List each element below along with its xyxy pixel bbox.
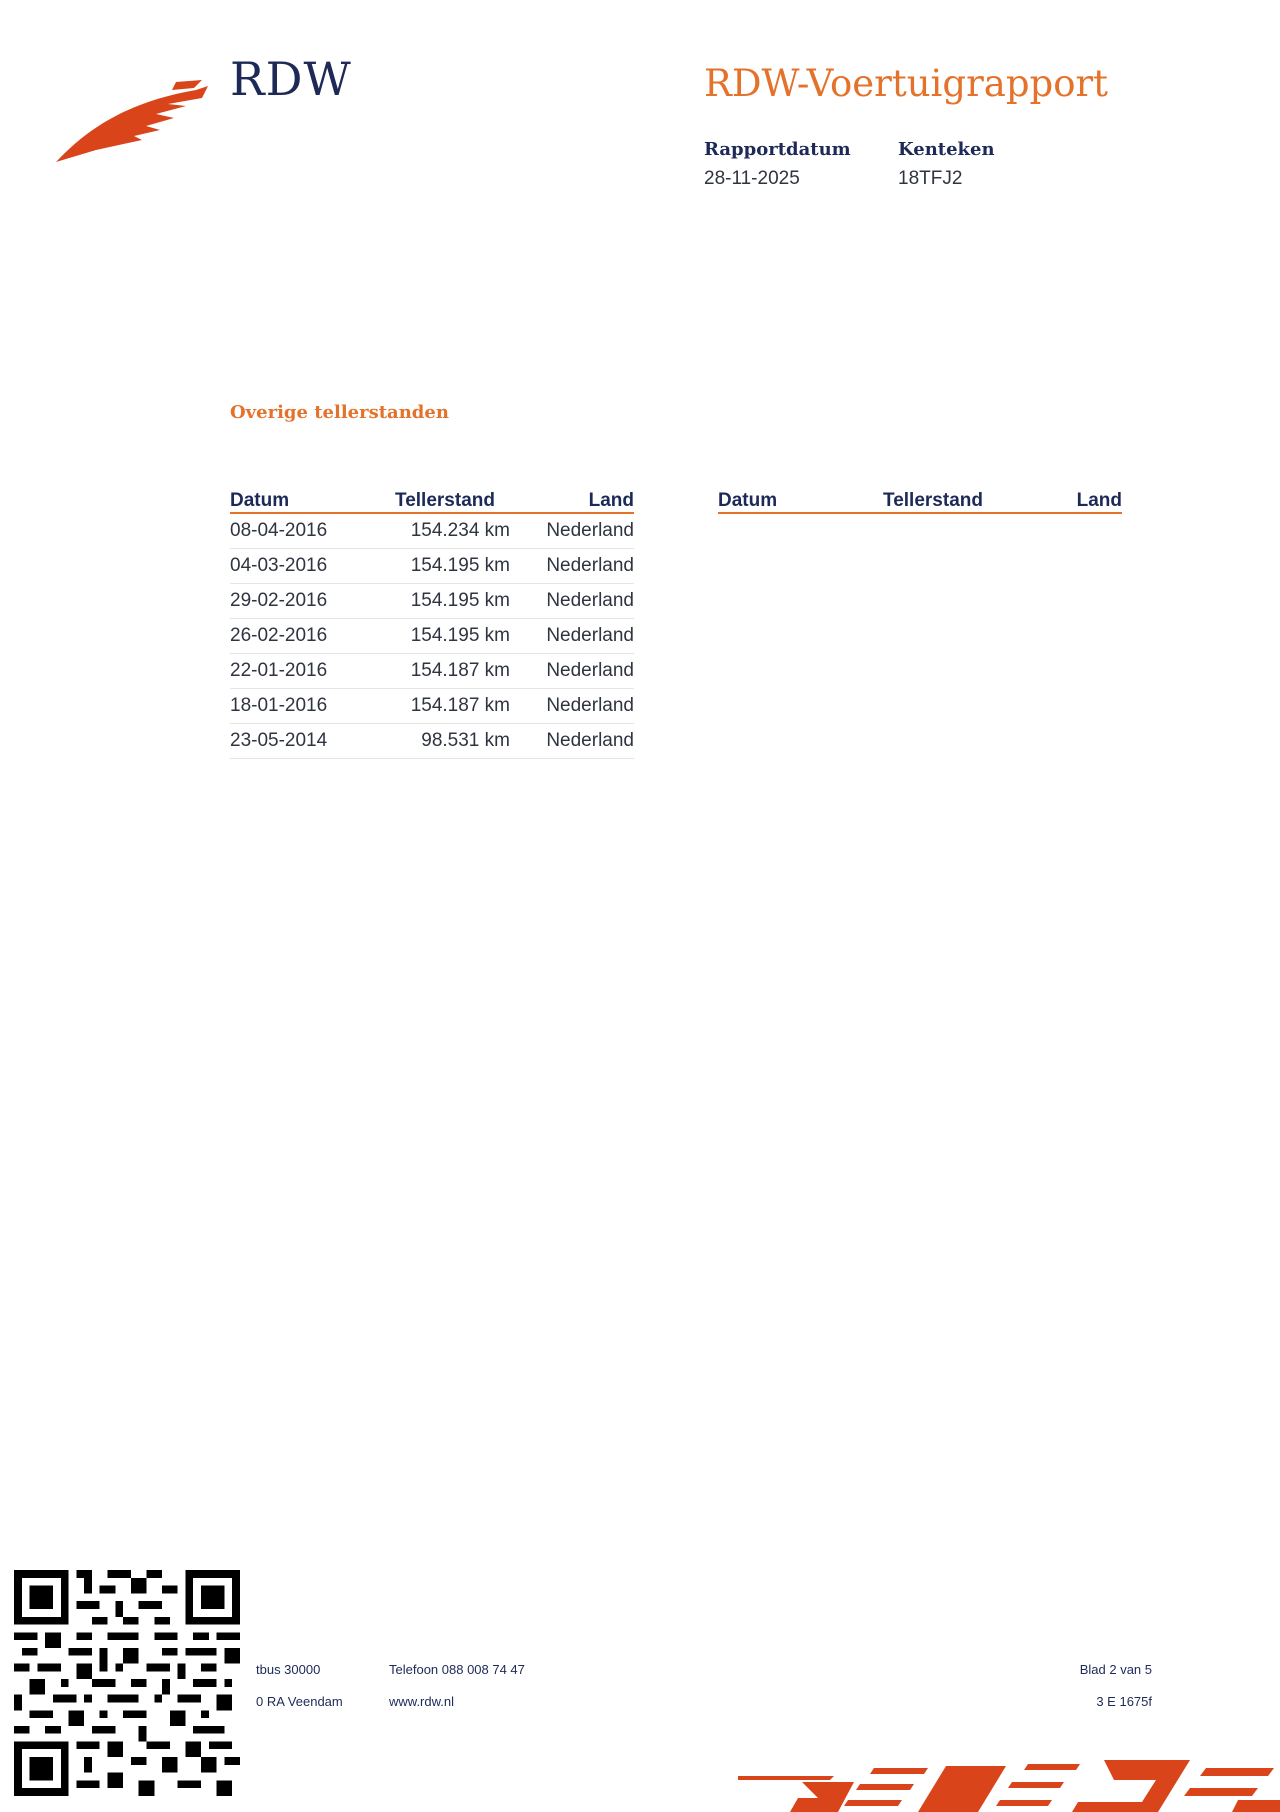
- cell-odometer: 154.187 km: [410, 695, 510, 716]
- orange-stripes-icon: [738, 1760, 1280, 1812]
- cell-date: 18-01-2016: [230, 695, 328, 716]
- footer-phone: Telefoon 088 008 74 47: [389, 1662, 525, 1677]
- cell-country: Nederland: [546, 695, 634, 716]
- table-row: [230, 619, 634, 654]
- rdw-wing-logo-icon: [56, 80, 208, 162]
- section-title: Overige tellerstanden: [230, 402, 449, 423]
- cell-country: Nederland: [546, 730, 634, 751]
- footer-website: www.rdw.nl: [389, 1694, 455, 1709]
- cell-odometer: 154.195 km: [410, 590, 510, 611]
- logo-text: RDW: [230, 52, 352, 106]
- table-row: [230, 724, 634, 759]
- plate-label: Kenteken: [898, 139, 995, 160]
- cell-odometer: 154.195 km: [410, 625, 510, 646]
- column-header-odometer: Tellerstand: [395, 490, 495, 511]
- cell-date: 22-01-2016: [230, 660, 328, 681]
- odometer-table-right: [718, 484, 1122, 514]
- cell-date: 23-05-2014: [230, 730, 328, 751]
- column-header-country: Land: [588, 490, 634, 511]
- table-header: [718, 484, 1122, 514]
- table-row: [230, 654, 634, 689]
- footer-code: 3 E 1675f: [1096, 1694, 1152, 1709]
- column-header-country: Land: [1076, 490, 1122, 511]
- cell-country: Nederland: [546, 660, 634, 681]
- qr-code-icon: [14, 1570, 240, 1796]
- cell-country: Nederland: [546, 590, 634, 611]
- footer-page-number: Blad 2 van 5: [1079, 1662, 1152, 1677]
- table-header: [230, 484, 634, 514]
- cell-odometer: 154.195 km: [410, 555, 510, 576]
- cell-date: 26-02-2016: [230, 625, 328, 646]
- table-row: [230, 514, 634, 549]
- cell-country: Nederland: [546, 520, 634, 541]
- cell-country: Nederland: [546, 625, 634, 646]
- table-row: [230, 549, 634, 584]
- report-title: RDW-Voertuigrapport: [704, 62, 1109, 105]
- cell-odometer: 154.187 km: [410, 660, 510, 681]
- plate-value: 18TFJ2: [898, 168, 963, 189]
- cell-odometer: 154.234 km: [410, 520, 510, 541]
- table-row: [230, 689, 634, 724]
- table-row: [230, 584, 634, 619]
- footer-address-line2: 0 RA Veendam: [256, 1694, 343, 1709]
- cell-date: 08-04-2016: [230, 520, 328, 541]
- cell-date: 29-02-2016: [230, 590, 328, 611]
- report-date-label: Rapportdatum: [704, 139, 851, 160]
- report-date-value: 28-11-2025: [704, 168, 800, 189]
- column-header-date: Datum: [230, 490, 290, 511]
- cell-country: Nederland: [546, 555, 634, 576]
- cell-date: 04-03-2016: [230, 555, 328, 576]
- cell-odometer: 98.531 km: [421, 730, 510, 751]
- footer-address-line1: tbus 30000: [256, 1662, 321, 1677]
- column-header-odometer: Tellerstand: [883, 490, 983, 511]
- column-header-date: Datum: [718, 490, 778, 511]
- odometer-table-left: [230, 484, 634, 759]
